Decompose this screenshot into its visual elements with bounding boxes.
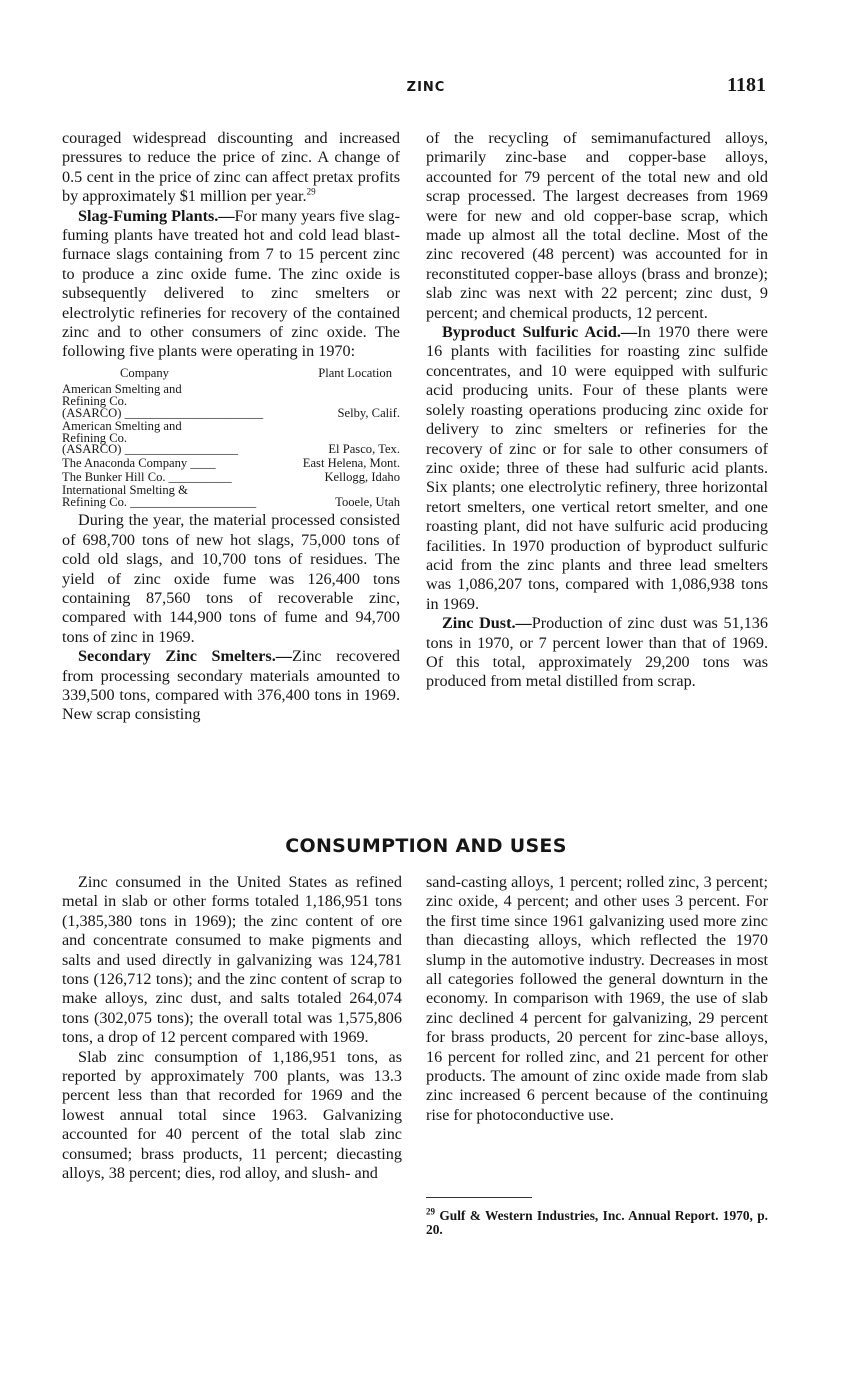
plants-table — [62, 365, 400, 509]
table-header — [62, 365, 400, 380]
table-row — [62, 384, 400, 419]
table-row — [62, 458, 400, 470]
paragraph: Zinc consumed in the United States as refined metal in slab or other forms totaled 1,186,951 tons (1,385,380 tons in 1969); the zinc content of ore and concentrate consumed to make pigments and salts and used directly in galvanizing was 124,781 tons (126,712 tons); and the zinc content of scrap to make alloys, zinc dust, and salts totaled 264,074 tons (302,075 tons); the overall total was 1,575,806 tons, a drop of 12 percent compared with 1969. — [62, 873, 402, 1047]
bottom-right-column — [426, 873, 768, 1125]
footnote-marker: 29 — [426, 1206, 435, 1217]
paragraph-zinc-dust — [426, 614, 768, 692]
paragraph-secondary-smelters — [62, 647, 400, 725]
location-cell: El Pasco, Tex. — [328, 442, 400, 457]
table-row — [62, 469, 400, 484]
run-in-heading: Secondary Zinc Smelters.— — [78, 647, 292, 666]
company-cell: American Smelting and Refining Co. (ASARCO) ______________________ — [62, 382, 264, 420]
run-in-heading: Slag-Fuming Plants.— — [78, 206, 235, 225]
paragraph-text: Production of zinc dust was 51,136 tons in 1970, or 7 percent lower than that of 1969. Of this total, approximately 29,200 tons was produced from metal distilled from scrap. — [426, 614, 768, 691]
column-header-location: Plant Location — [318, 365, 392, 380]
paragraph: sand-casting alloys, 1 percent; rolled zinc, 3 percent; zinc oxide, 4 percent; and other uses 3 percent. For the first time since 1961 galvanizing used more zinc than diecasting alloys, which reflected the 1970 slump in the automotive industry. Decreases in most all categories followed the general downturn in the economy. In comparison with 1969, the use of slab zinc declined 4 percent for galvanizing, 29 percent for brass products, 20 percent for zinc-base alloys, 16 percent for rolled zinc, and 21 percent for other products. The amount of zinc oxide made from slab zinc increased 6 percent because of the continuing rise for photoconductive use. — [426, 873, 768, 1124]
location-cell: Selby, Calif. — [337, 405, 400, 420]
page-number: 1181 — [727, 74, 766, 96]
table-row — [62, 421, 400, 456]
paragraph-slag-fuming — [62, 207, 400, 362]
location-cell: Tooele, Utah — [335, 494, 400, 509]
paragraph — [62, 129, 400, 207]
company-cell: The Bunker Hill Co. __________ — [62, 469, 232, 484]
footnote-ref: 29 — [306, 186, 316, 197]
top-left-column — [62, 129, 400, 725]
paragraph: Slab zinc consumption of 1,186,951 tons, as reported by approximately 700 plants, was 13.3 percent less than that recorded for 1969 and the lowest annual total since 1963. Galvanizing accounted for 40 percent of the total slab zinc consumed; brass products, 11 percent; diecasting alloys, 38 percent; dies, rod alloy, and slush- and — [62, 1047, 402, 1183]
company-cell: International Smelting & Refining Co. ____________________ — [62, 483, 257, 509]
paragraph-text: Zinc recovered from processing secondary materials amounted to 339,500 tons, compared with 376,400 tons in 1969. New scrap consisting — [62, 647, 400, 724]
paragraph: of the recycling of semimanufactured alloys, primarily zinc-base and copper-base alloys, accounted for 79 percent of the total new and old scrap processed. The largest decreases from 1969 were for new and old copper-base scrap, which made up almost all the total decline. Most of the zinc recovered (48 percent) was accounted for in reconstituted copper-base alloys (brass and bronze); slab zinc was next with 22 percent; zinc dust, 9 percent; and chemical products, 12 percent. — [426, 129, 768, 322]
section-heading: CONSUMPTION AND USES — [285, 835, 567, 857]
paragraph-text: In 1970 there were 16 plants with facilities for roasting zinc sulfide concentrates, and 10 were equipped with sulfuric acid producing units. Four of these plants were solely roasting operations producing zinc oxide for delivery to zinc smelters or refineries for the recovery of zinc or for sale to other consumers of zinc oxide; three of these had sulfuric acid plants. Six plants; one electrolytic refinery, three horizontal retort smelters, one vertical retort smelter, and one roasting plant, did not have sulfuric acid producing facilities. In 1970 production of byproduct sulfuric acid from the zinc plants and three lead smelters was 1,086,207 tons, compared with 1,086,938 tons in 1969. — [426, 323, 768, 613]
location-cell: Kellogg, Idaho — [324, 469, 400, 484]
run-in-heading: Zinc Dust.— — [442, 614, 532, 633]
paragraph-sulfuric-acid — [426, 323, 768, 614]
footnote-text: Gulf & Western Industries, Inc. Annual Report. 1970, p. 20. — [426, 1208, 768, 1237]
run-in-heading: Byproduct Sulfuric Acid.— — [442, 323, 638, 342]
company-cell: The Anaconda Company ____ — [62, 456, 216, 471]
bottom-left-column — [62, 873, 402, 1184]
location-cell: East Helena, Mont. — [302, 456, 400, 471]
column-header-company: Company — [120, 365, 169, 380]
paragraph: During the year, the material processed consisted of 698,700 tons of new hot slags, 75,000 tons of cold old slags, and 10,700 tons of residues. The yield of zinc oxide fume was 126,400 tons containing 87,560 tons of recoverable zinc, compared with 144,900 tons of fume and 94,700 tons of zinc in 1969. — [62, 511, 400, 646]
company-cell: American Smelting and Refining Co. (ASARCO) __________________ — [62, 419, 238, 457]
top-right-column — [426, 129, 768, 692]
paragraph-text: couraged widespread discounting and increased pressures to reduce the price of zinc. A change of 0.5 cent in the price of zinc can affect pretax profits by approximately $1 million per year. — [62, 129, 400, 206]
paragraph-text: For many years five slag-fuming plants have treated hot and cold lead blast-furnace slags containing from 7 to 15 percent zinc to produce a zinc oxide fume. The zinc oxide is subsequently delivered to zinc smelters or electrolytic refineries for recovery of the contained zinc and to other consumers of zinc oxide. The following five plants were operating in 1970: — [62, 206, 400, 361]
running-header-title: ZINC — [406, 80, 446, 95]
footnote-divider — [426, 1197, 532, 1198]
footnote — [426, 1206, 768, 1237]
table-row — [62, 485, 400, 508]
